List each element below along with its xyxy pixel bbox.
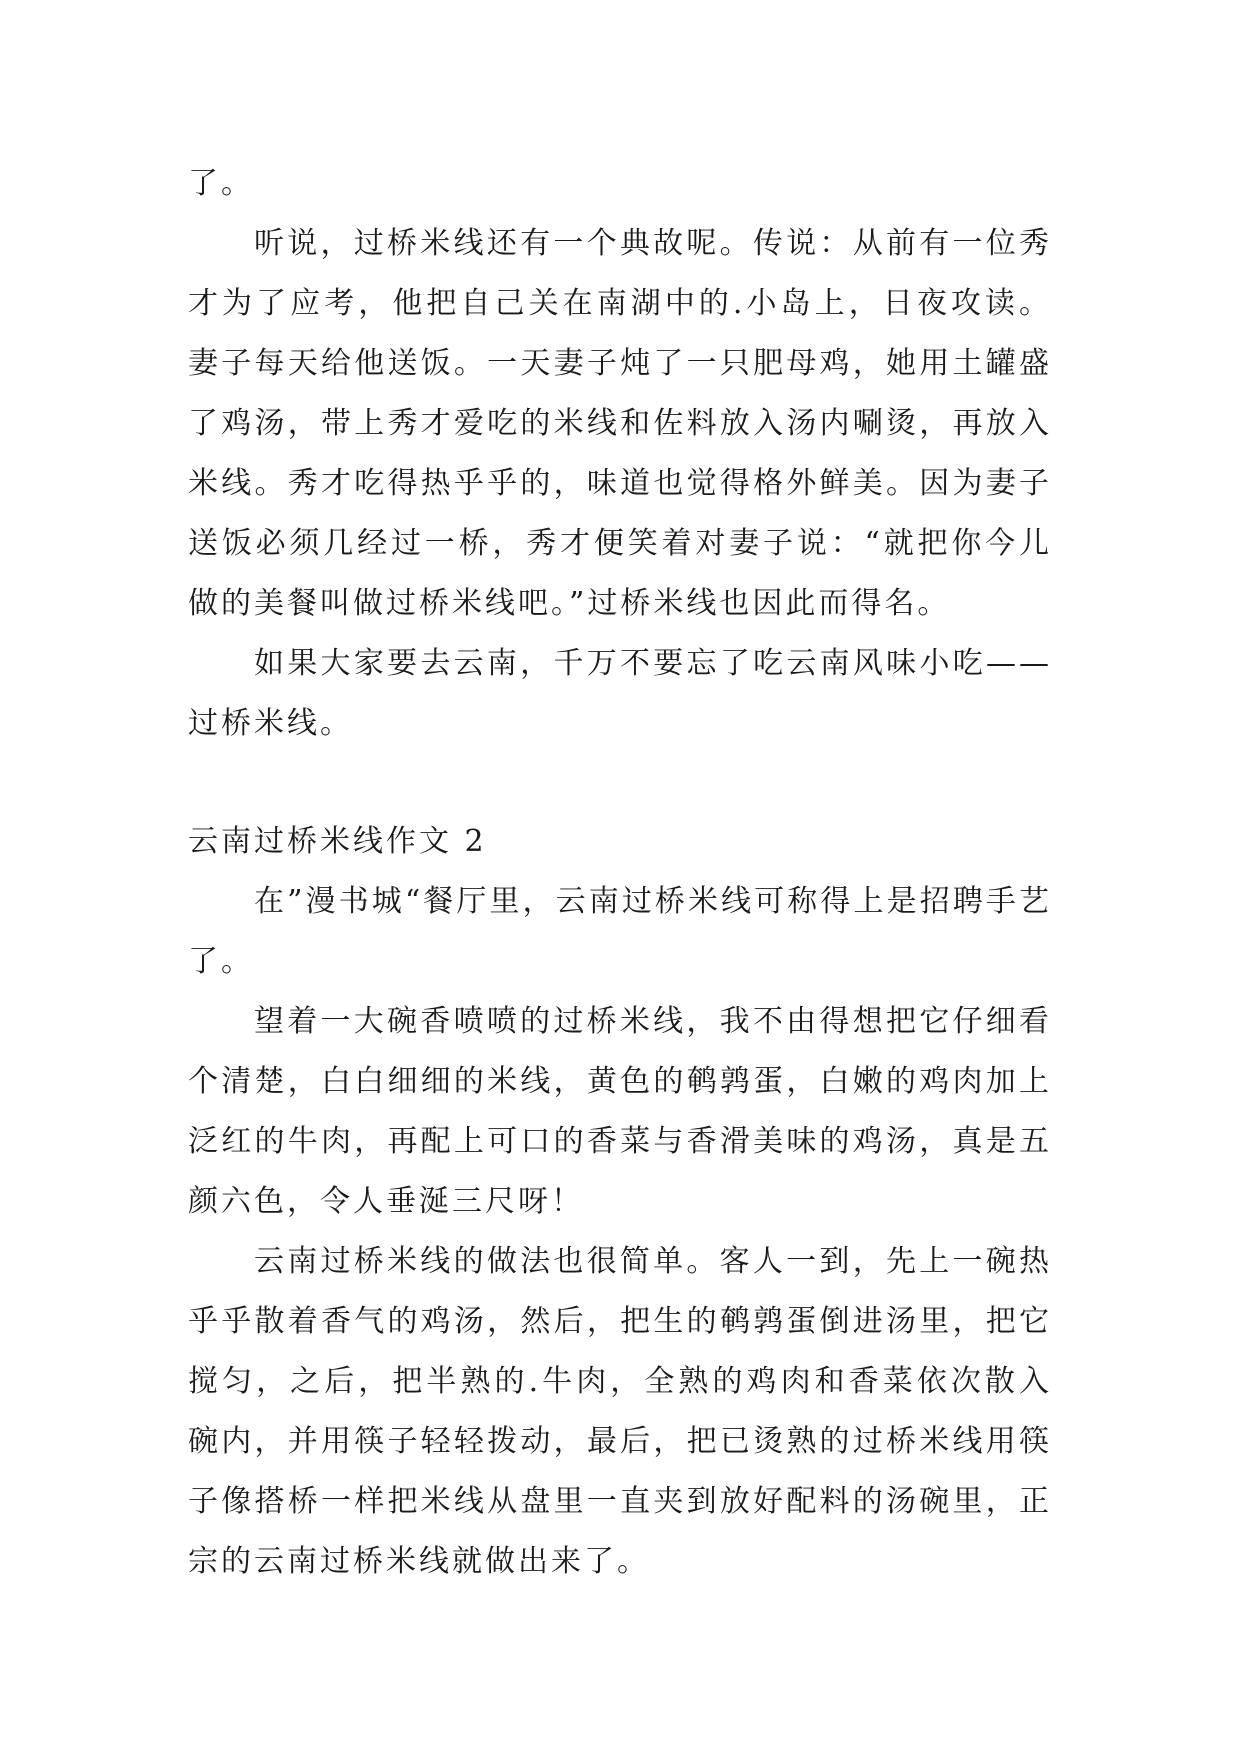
section-gap [188, 754, 1052, 812]
paragraph-description: 望着一大碗香喷喷的过桥米线，我不由得想把它仔细看个清楚，白白细细的米线，黄色的鹌鹑蛋，白嫩的鸡肉加上泛红的牛肉，再配上可口的香菜与香滑美味的鸡汤，真是五颜六色，令人垂涎三尺呀！ [188, 1004, 1052, 1219]
essay-title: 云南过桥米线作文 2 [188, 824, 487, 859]
paragraph-method: 云南过桥米线的做法也很简单。客人一到，先上一碗热乎乎散着香气的鸡汤，然后，把生的鹌鹑蛋倒进汤里，把它搅匀，之后，把半熟的.牛肉，全熟的鸡肉和香菜依次散入碗内，并用筷子轻轻拨动，最后，把已烫熟的过桥米线用筷子像搭桥一样把米线从盘里一直夹到放好配料的汤碗里，正宗的云南过桥米线就做出来了。 [188, 1244, 1052, 1579]
paragraph-intro: 在”漫书城“餐厅里，云南过桥米线可称得上是招聘手艺了。 [188, 884, 1052, 979]
paragraph-recommendation: 如果大家要去云南，千万不要忘了吃云南风味小吃——过桥米线。 [188, 646, 1052, 741]
continuation-line: 了。 [188, 166, 254, 201]
paragraph-legend: 听说，过桥米线还有一个典故呢。传说：从前有一位秀才为了应考，他把自己关在南湖中的.小岛上，日夜攻读。妻子每天给他送饭。一天妻子炖了一只肥母鸡，她用土罐盛了鸡汤，带上秀才爱吃的米线和佐料放入汤内唰烫，再放入米线。秀才吃得热乎乎的，味道也觉得格外鲜美。因为妻子送饭必须几经过一桥，秀才便笑着对妻子说：“就把你今儿做的美餐叫做过桥米线吧。”过桥米线也因此而得名。 [188, 226, 1052, 621]
document-body [188, 154, 1052, 1592]
